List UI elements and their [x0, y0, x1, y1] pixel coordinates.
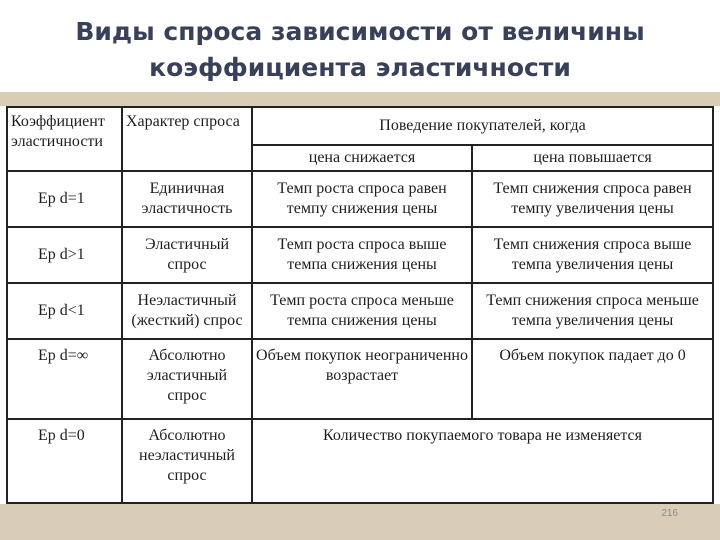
price-down-cell: Темп роста спроса меньше темпа снижения цены — [252, 283, 472, 339]
header-coefficient: Коэффициент эластичности — [7, 107, 122, 171]
character-cell: Неэластичный (жесткий) спрос — [122, 283, 252, 339]
character-cell: Единичная эластичность — [122, 171, 252, 227]
table-row — [7, 227, 713, 283]
coefficient-cell: Ep d=0 — [7, 419, 122, 503]
elasticity-table — [6, 106, 714, 504]
header-character: Характер спроса — [122, 107, 252, 171]
character-cell: Абсолютно неэластичный спрос — [122, 419, 252, 503]
decorative-band-bottom — [0, 504, 720, 540]
price-down-cell: Темп роста спроса выше темпа снижения цены — [252, 227, 472, 283]
price-up-cell: Объем покупок падает до 0 — [472, 339, 713, 419]
header-price-down: цена снижается — [252, 145, 472, 171]
price-down-cell: Объем покупок неограниченно возрастает — [252, 339, 472, 419]
table-row — [7, 171, 713, 227]
coefficient-cell: Ep d<1 — [7, 283, 122, 339]
header-row — [7, 107, 713, 145]
merged-behavior-cell: Количество покупаемого товара не изменяется — [252, 419, 713, 503]
page-number: 216 — [661, 508, 678, 519]
coefficient-cell: Ep d>1 — [7, 227, 122, 283]
elasticity-table-container — [6, 106, 712, 502]
character-cell: Эластичный спрос — [122, 227, 252, 283]
coefficient-cell: Ep d=∞ — [7, 339, 122, 419]
price-up-cell: Темп снижения спроса выше темпа увеличения цены — [472, 227, 713, 283]
price-up-cell: Темп снижения спроса равен темпу увеличения цены — [472, 171, 713, 227]
header-price-up: цена повышается — [472, 145, 713, 171]
price-down-cell: Темп роста спроса равен темпу снижения цены — [252, 171, 472, 227]
slide-title: Виды спроса зависимости от величины коэффициента эластичности — [75, 17, 645, 82]
coefficient-cell: Ep d=1 — [7, 171, 122, 227]
character-cell: Абсолютно эластичный спрос — [122, 339, 252, 419]
header-behavior: Поведение покупателей, когда — [252, 107, 713, 145]
table-row — [7, 339, 713, 419]
table-row — [7, 419, 713, 503]
table-row — [7, 283, 713, 339]
decorative-band-top — [0, 92, 720, 106]
price-up-cell: Темп снижения спроса меньше темпа увеличения цены — [472, 283, 713, 339]
